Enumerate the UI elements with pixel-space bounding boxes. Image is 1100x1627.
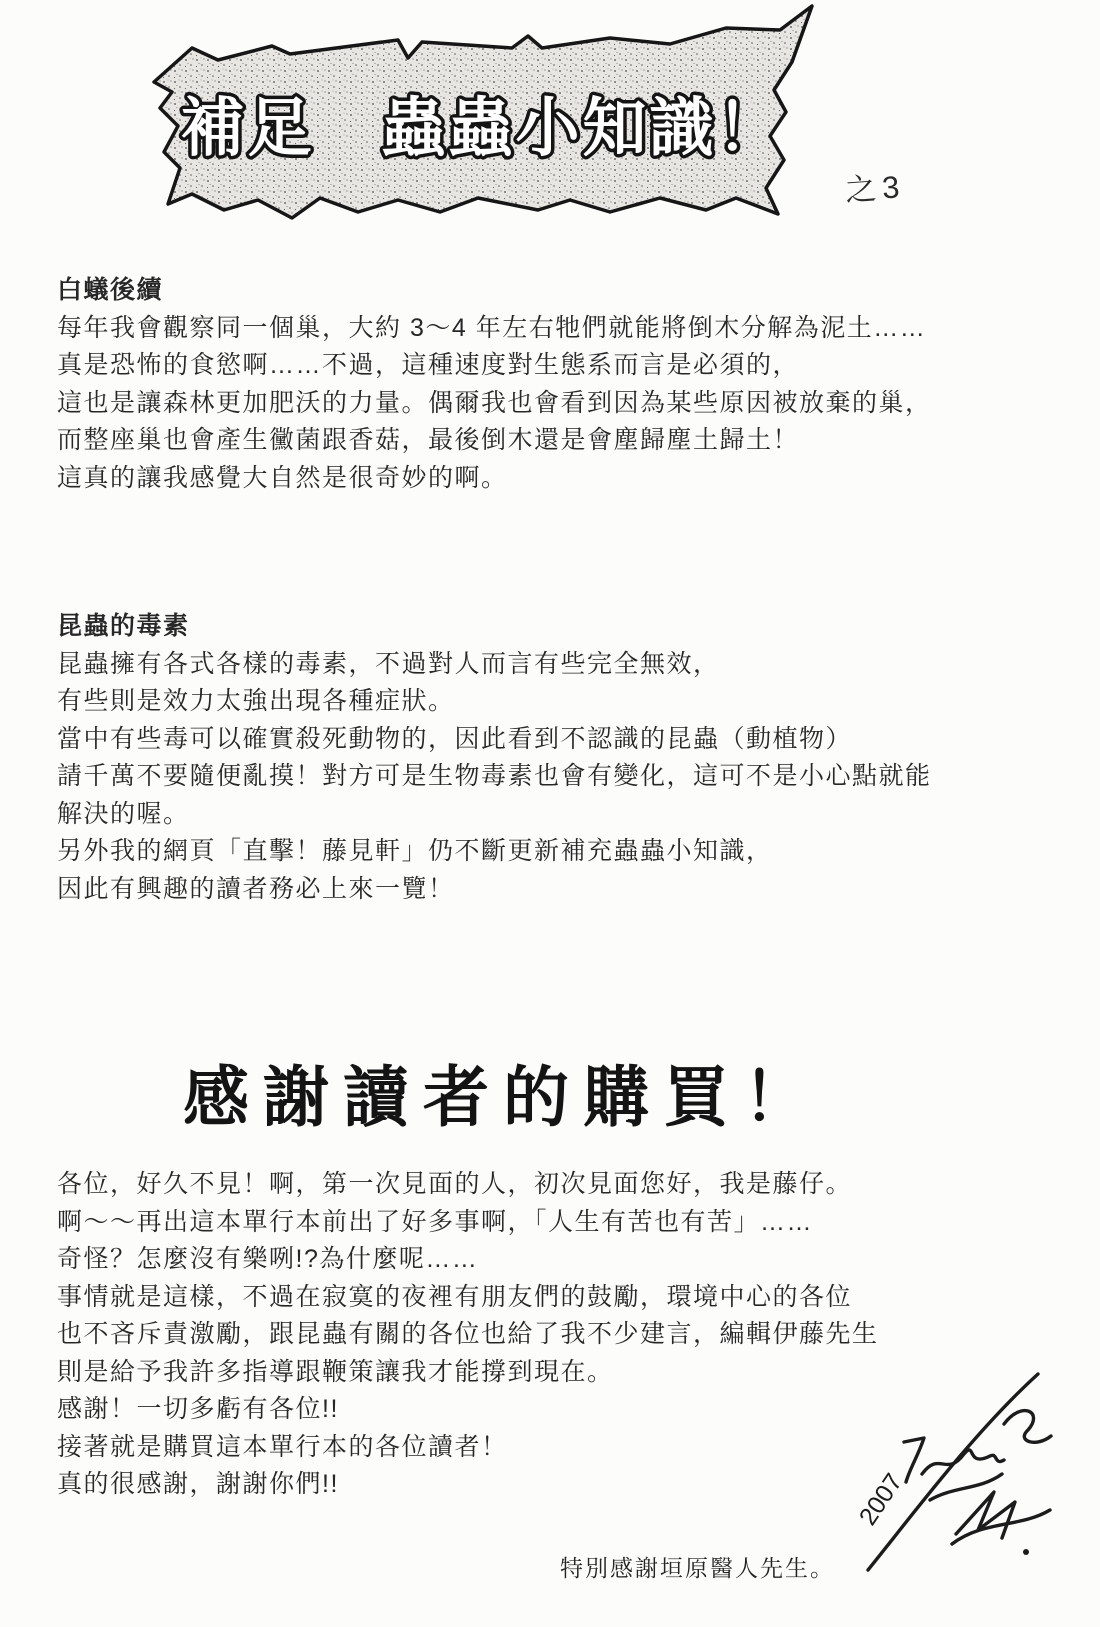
text-line: 每年我會觀察同一個巢，大約 3～4 年左右牠們就能將倒木分解為泥土…… (57, 313, 927, 342)
text-line: 真的很感謝，謝謝你們!! (57, 1470, 339, 1498)
text-line: 這也是讓森林更加肥沃的力量。偶爾我也會看到因為某些原因被放棄的巢， (57, 388, 932, 417)
text-line: 請千萬不要隨便亂摸！對方可是生物毒素也會有變化，這可不是小心點就能 (57, 762, 932, 790)
text-line: 真是恐怖的食慾啊……不過，這種速度對生態系而言是必須的， (57, 351, 800, 379)
banner-drawing (140, 2, 840, 224)
text-line: 另外我的網頁「直擊！藤見軒」仍不斷更新補充蟲蟲小知識， (57, 837, 773, 865)
text-line: 而整座巢也會產生黴菌跟香菇，最後倒木還是會塵歸塵土歸土！ (57, 426, 800, 454)
section-toxins (57, 608, 932, 908)
section-termites (57, 272, 932, 497)
text-line: 這真的讓我感覺大自然是很奇妙的啊。 (57, 463, 508, 492)
text-line: 事情就是這樣，不過在寂寞的夜裡有朋友們的鼓勵，環境中心的各位 (57, 1282, 853, 1311)
text-line: 各位，好久不見！啊，第一次見面的人，初次見面您好，我是藤仔。 (57, 1170, 853, 1198)
text-line: 奇怪？怎麼沒有樂咧!?為什麼呢…… (57, 1245, 479, 1273)
text-line: 有些則是效力太強出現各種症狀。 (57, 687, 455, 715)
signature-period-dot (1023, 1549, 1029, 1555)
text-line: 當中有些毒可以確實殺死動物的，因此看到不認識的昆蟲（動植物） (57, 724, 853, 753)
banner-title: 補足 蟲蟲小知識！ (180, 92, 784, 164)
banner-part-number: 之3 (844, 168, 907, 209)
section-heading: 昆蟲的毒素 (57, 612, 190, 640)
text-line: 感謝！一切多虧有各位!! (57, 1395, 339, 1423)
text-line: 啊～～再出這本單行本前出了好多事啊，「人生有苦也有苦」…… (57, 1207, 814, 1236)
special-thanks-note: 特別感謝垣原醫人先生。 (560, 1555, 835, 1581)
text-line: 解決的喔。 (57, 799, 190, 828)
text-line: 則是給予我許多指導跟鞭策讓我才能撐到現在。 (57, 1357, 614, 1386)
signature-drawing (852, 1362, 1077, 1582)
text-line: 因此有興趣的讀者務必上來一覽！ (57, 874, 455, 903)
section-heading: 白蟻後續 (57, 276, 164, 304)
text-line: 也不吝斥責激勵，跟昆蟲有關的各位也給了我不少建言，編輯伊藤先生 (57, 1320, 879, 1348)
text-line: 接著就是購買這本單行本的各位讀者！ (57, 1432, 508, 1461)
text-line: 昆蟲擁有各式各樣的毒素，不過對人而言有些完全無效， (57, 649, 720, 678)
author-signature (852, 1362, 1077, 1582)
signature-year: 2007 (853, 1468, 909, 1531)
thanks-heading: 感謝讀者的購買！ (183, 1060, 823, 1134)
section-afterword (57, 1166, 879, 1504)
title-banner (140, 2, 840, 224)
